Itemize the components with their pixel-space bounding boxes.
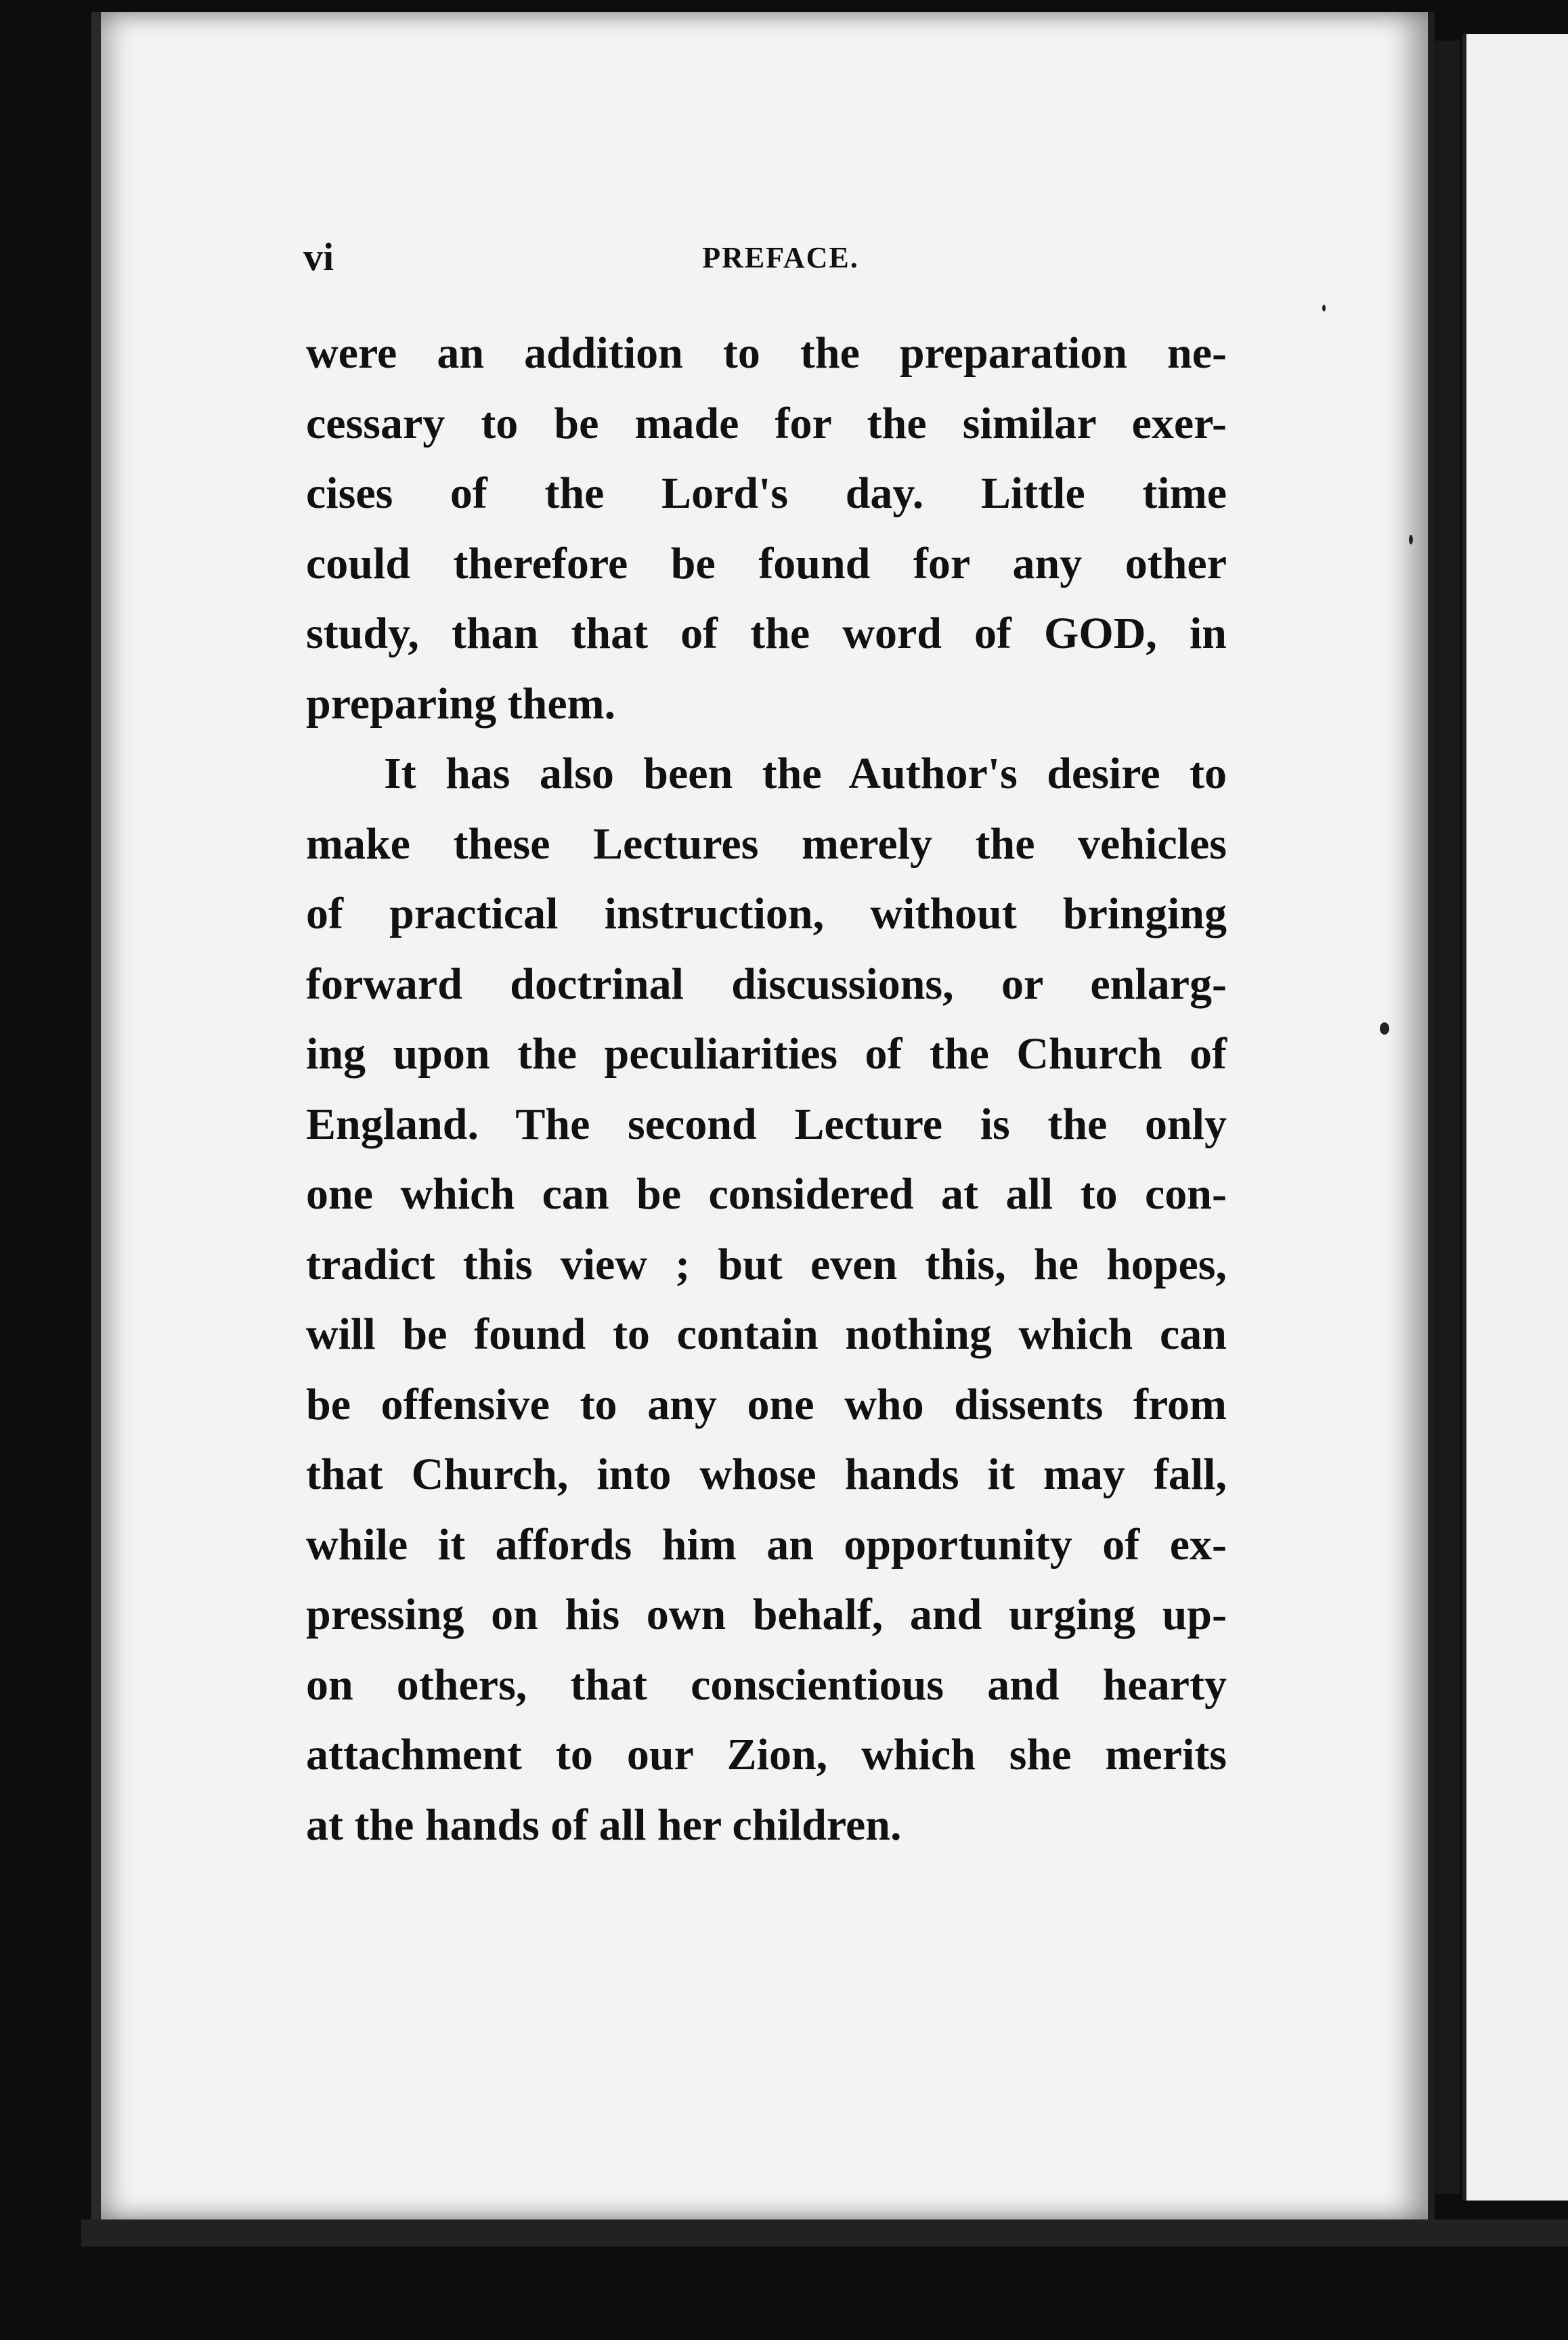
text-line: that Church, into whose hands it may fall, bbox=[306, 1450, 1227, 1499]
text-line: one which can be considered at all to con- bbox=[306, 1169, 1227, 1219]
page-bottom-edge bbox=[81, 2219, 1568, 2247]
text-line: preparing them. bbox=[306, 678, 616, 729]
text-line: be offensive to any one who dissents from bbox=[306, 1379, 1227, 1429]
paragraph-1 bbox=[306, 318, 1227, 739]
text-line: cessary to be made for the similar exer- bbox=[306, 398, 1227, 448]
text-line: cises of the Lord's day. Little time bbox=[306, 469, 1227, 518]
text-line: were an addition to the preparation ne- bbox=[306, 328, 1227, 378]
text-line: pressing on his own behalf, and urging up- bbox=[306, 1590, 1227, 1639]
ink-speck bbox=[1409, 535, 1413, 544]
text-line: ing upon the peculiarities of the Church of bbox=[306, 1029, 1227, 1079]
ink-speck bbox=[1322, 305, 1326, 311]
running-head: PREFACE. bbox=[702, 241, 859, 274]
text-line: study, than that of the word of GOD, in bbox=[306, 609, 1227, 658]
text-line: make these Lectures merely the vehicles bbox=[306, 819, 1227, 869]
text-line: will be found to contain nothing which can bbox=[306, 1309, 1227, 1359]
text-line: attachment to our Zion, which she merits bbox=[306, 1730, 1227, 1779]
ink-speck bbox=[1380, 1022, 1389, 1035]
text-line: on others, that conscientious and hearty bbox=[306, 1660, 1227, 1710]
body-text bbox=[306, 318, 1227, 1860]
text-line: while it affords him an opportunity of ex- bbox=[306, 1519, 1227, 1569]
text-line: It has also been the Author's desire to bbox=[384, 749, 1227, 798]
text-line: of practical instruction, without bringing bbox=[306, 889, 1227, 938]
text-line: tradict this view ; but even this, he hopes, bbox=[306, 1239, 1227, 1289]
text-line: forward doctrinal discussions, or enlarg- bbox=[306, 959, 1227, 1009]
binding-gutter bbox=[1435, 41, 1460, 2194]
page-header bbox=[303, 234, 1258, 281]
paragraph-2 bbox=[306, 739, 1227, 1860]
page-number: vi bbox=[303, 235, 334, 279]
text-line: England. The second Lecture is the only bbox=[306, 1099, 1227, 1149]
text-line: at the hands of all her children. bbox=[306, 1800, 902, 1850]
facing-page-edge bbox=[1462, 34, 1568, 2201]
text-line: could therefore be found for any other bbox=[306, 538, 1227, 588]
